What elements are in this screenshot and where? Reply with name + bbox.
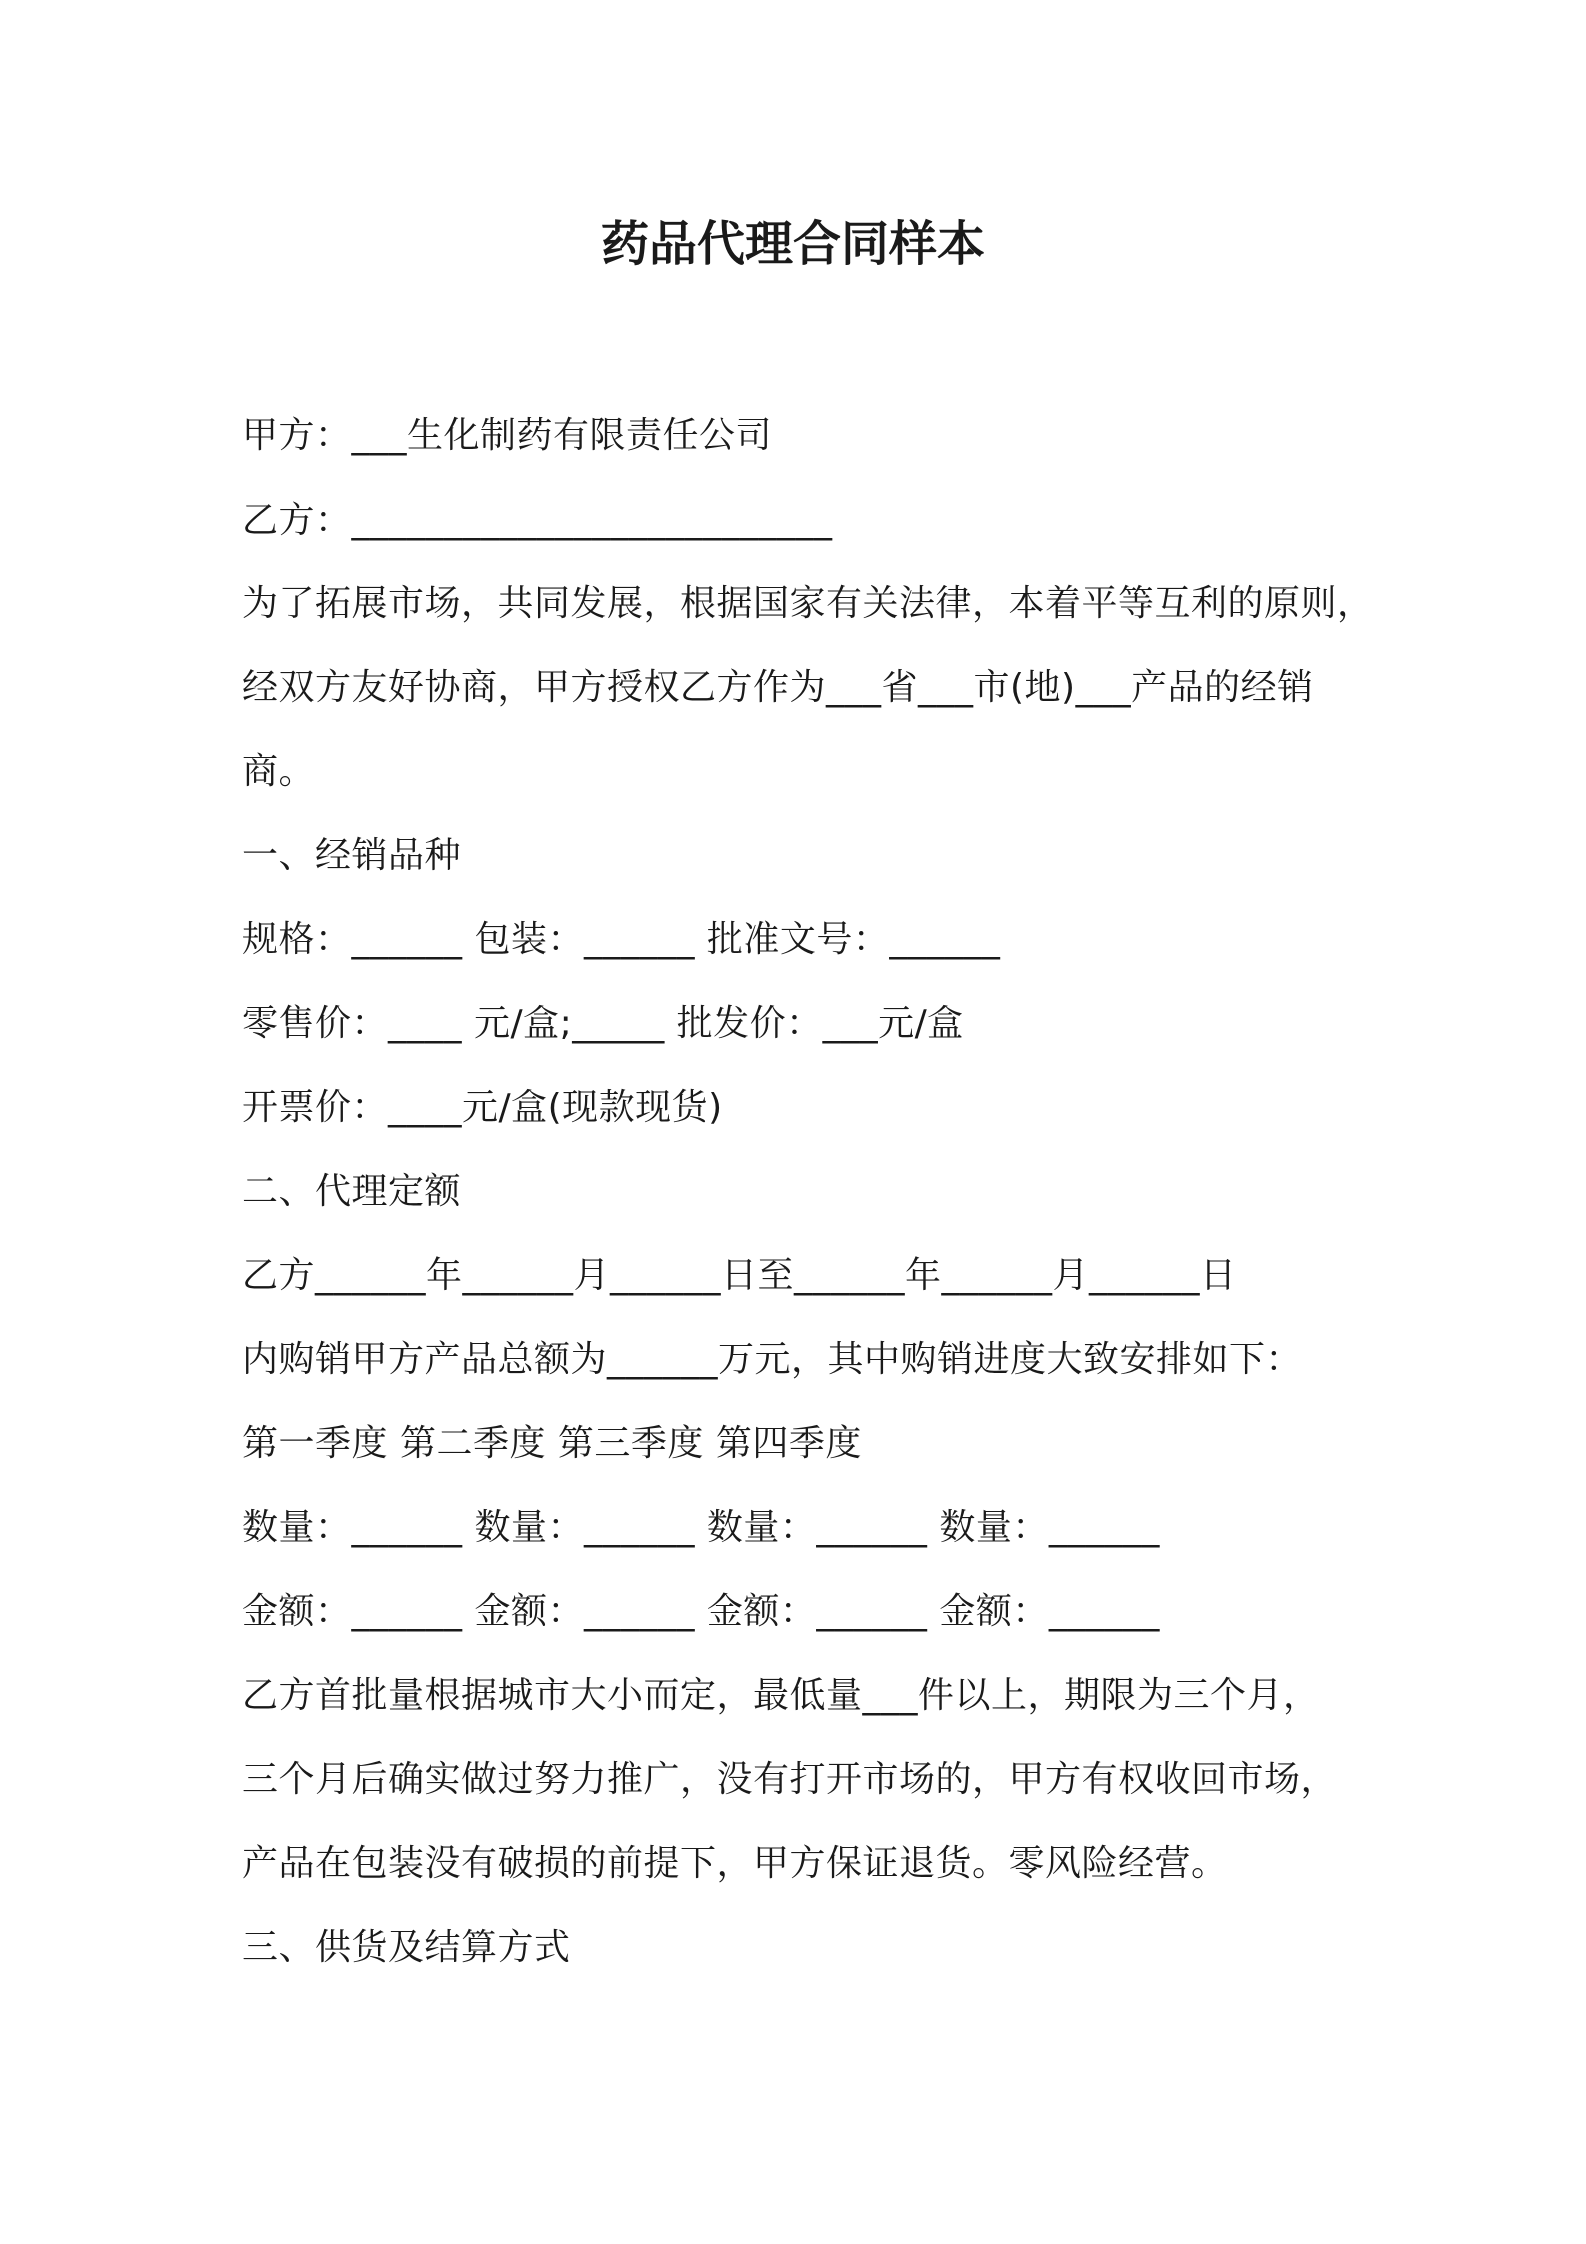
section-heading-1: 一、经销品种 [242, 835, 462, 876]
preamble-line-2: 经双方友好协商，甲方授权乙方作为___省___市(地)___产品的经销 [242, 667, 1314, 708]
preamble-line-3: 商。 [242, 751, 316, 792]
party-a-line: 甲方：___生化制药有限责任公司 [242, 415, 773, 456]
terms-line-2: 三个月后确实做过努力推广，没有打开市场的，甲方有权收回市场， [242, 1759, 1338, 1800]
terms-line-3: 产品在包装没有破损的前提下，甲方保证退货。零风险经营。 [242, 1843, 1228, 1884]
section-heading-3: 三、供货及结算方式 [242, 1927, 571, 1968]
amount-line: 金额：______ 金额：______ 金额：______ 金额：______ [242, 1591, 1160, 1632]
quota-period-line: 乙方______年______月______日至______年______月______日 [242, 1255, 1237, 1296]
price-line: 零售价：____ 元/盒;_____ 批发价：___元/盒 [242, 1003, 964, 1044]
spec-line: 规格：______ 包装：______ 批准文号：______ [242, 919, 1001, 960]
preamble-line-1: 为了拓展市场，共同发展，根据国家有关法律，本着平等互利的原则， [242, 583, 1374, 624]
party-b-line: 乙方：__________________________ [242, 500, 833, 541]
section-heading-2: 二、代理定额 [242, 1171, 462, 1212]
terms-line-1: 乙方首批量根据城市大小而定，最低量___件以上，期限为三个月， [242, 1675, 1320, 1716]
quarters-line: 第一季度 第二季度 第三季度 第四季度 [242, 1423, 862, 1464]
invoice-price-line: 开票价：____元/盒(现款现货) [242, 1087, 723, 1128]
quota-amount-line: 内购销甲方产品总额为______万元，其中购销进度大致安排如下： [242, 1339, 1303, 1380]
quantity-line: 数量：______ 数量：______ 数量：______ 数量：______ [242, 1507, 1160, 1548]
document-title: 药品代理合同样本 [600, 216, 985, 272]
